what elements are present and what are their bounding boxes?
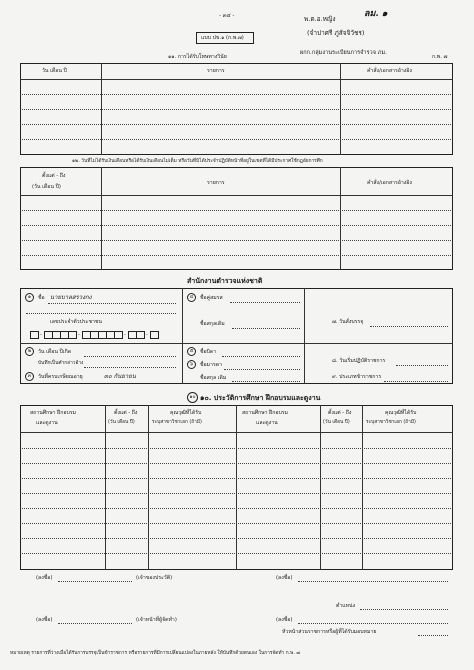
col-institution-sublabel: และดูงาน <box>256 420 278 426</box>
section-12-title: ๑๒. วันที่ไม่ได้รับเงินเดือนหรือได้รับเงินเดือนไม่เต็ม หรือวันที่มิได้ประจำปฏิบัติหน้าที่อยู่ในเขตที่ได้มีประกาศใช้กฎอัยการศึก <box>72 159 323 164</box>
dob-sublabel: บันทึกเป็นคำกล่าวอ้าง <box>38 361 84 366</box>
col-ref-label: คำสั่ง/เอกสารอ้างอิง <box>367 180 412 186</box>
spouse-label: ชื่อคู่สมรส <box>200 295 223 301</box>
mother-label: ชื่อมารดา <box>200 362 223 368</box>
col-period-label: ตั้งแต่ - ถึง <box>328 410 352 416</box>
start-label: ๘. วันเริ่มปฏิบัติราชการ <box>332 358 386 364</box>
spouse-surname-label: ชื่อสกุลเดิม <box>200 321 225 327</box>
person-name: (จำปาศรี ภู่สัจจิวัชร) <box>307 29 365 37</box>
office-title: สำนักงานตำรวจแห่งชาติ <box>187 277 263 285</box>
id-label: เลขประจำตัวประชาชน <box>50 319 102 325</box>
col-degree-label: คุณวุฒิที่ได้รับ <box>385 410 417 416</box>
section-10-number: ๑๐ <box>187 392 198 403</box>
field-number: ๑ <box>25 293 34 302</box>
col-period-sublabel: (วัน เดือน ปี) <box>108 420 135 425</box>
father-label: ชื่อบิดา <box>200 349 217 355</box>
appoint-label: ๗. วันสั่งบรรจุ <box>332 319 364 325</box>
page-number: - ๓๔ - <box>219 13 235 19</box>
sign-label: (ลงชื่อ) <box>36 617 53 623</box>
col-degree-label: คุณวุฒิที่ได้รับ <box>170 410 202 416</box>
field-number: ๔ <box>187 293 196 302</box>
dob-label: วัน เดือน ปีเกิด <box>38 349 72 355</box>
col-date-label: วัน เดือน ปี <box>42 68 67 74</box>
col-period-sublabel: (วัน เดือน ปี) <box>323 420 350 425</box>
form-id: ก.พ. ๗ <box>432 54 448 60</box>
head-role-label: หัวหน้าส่วนราชการหรือผู้ที่ได้รับมอบหมาย <box>282 629 377 635</box>
section-11-title: ๑๑. การได้รับโทษทางวินัย <box>168 54 227 60</box>
retire-label: วันที่ครบเกษียณอายุ <box>38 374 83 380</box>
name-value: นายบาลสรวงกง <box>50 294 92 301</box>
footer-note: หมายเหตุ รายการที่ว่างเมื่อได้รับการบรรจุเป็นข้าราชการ หรือรายการที่มีการเปลี่ยนแปลงในภายหลัง ให้บันทึกด้วยตนเอง ในการจัดทำ ก.พ. ๗ <box>10 651 300 656</box>
col-institution-sublabel: และดูงาน <box>36 420 58 426</box>
field-number: ๕ <box>187 347 196 356</box>
person-title: พ.ต.อ.หญิง <box>304 15 336 23</box>
col-institution-label: สถานศึกษา ฝึกอบรม <box>242 410 288 416</box>
position-label: ตำแหน่ง <box>336 603 356 609</box>
col-degree-sublabel: ระบุสาขาวิชาเอก (ถ้ามี) <box>366 420 416 425</box>
owner-role-label: (เจ้าของประวัติ) <box>136 575 173 581</box>
field-number: ๖ <box>187 360 196 369</box>
agency-name: ผกก.กลุ่มงานระเบียนการจำรวจ ภม. <box>300 50 387 56</box>
col-period-label: ตั้งแต่ - ถึง <box>42 173 66 179</box>
type-label: ๙. ประเภทข้าราชการ <box>332 374 382 380</box>
field-number: ๓ <box>25 372 34 381</box>
field-number: ๒ <box>25 347 34 356</box>
col-degree-sublabel: ระบุสาขาวิชาเอก (ถ้ามี) <box>152 420 202 425</box>
sign-label: (ลงชื่อ) <box>276 617 293 623</box>
sign-label: (ลงชื่อ) <box>276 575 293 581</box>
col-period-label: ตั้งแต่ - ถึง <box>114 410 138 416</box>
handwritten-note: ลม. ๑ <box>364 9 388 19</box>
col-institution-label: สถานศึกษา ฝึกอบรม <box>30 410 76 416</box>
staff-role-label: (เจ้าหน้าที่ผู้จัดทำ) <box>136 617 177 623</box>
form-code: แบบ ปข.๑ (ก.พ.๗) <box>201 35 244 41</box>
col-detail-label: รายการ <box>207 180 225 186</box>
col-ref-label: คำสั่ง/เอกสารอ้างอิง <box>367 68 412 74</box>
name-label: ชื่อ <box>38 295 45 301</box>
mother-surname-label: ชื่อสกุล เดิม <box>200 375 227 381</box>
sign-label: (ลงชื่อ) <box>36 575 53 581</box>
section-10-title: ๑๐. ประวัติการศึกษา ฝึกอบรมและดูงาน <box>200 394 321 402</box>
retire-value: ๓๐ กันยายน <box>104 373 136 380</box>
col-detail-label: รายการ <box>207 68 225 74</box>
col-period-sublabel: (วัน เดือน ปี) <box>32 184 61 190</box>
